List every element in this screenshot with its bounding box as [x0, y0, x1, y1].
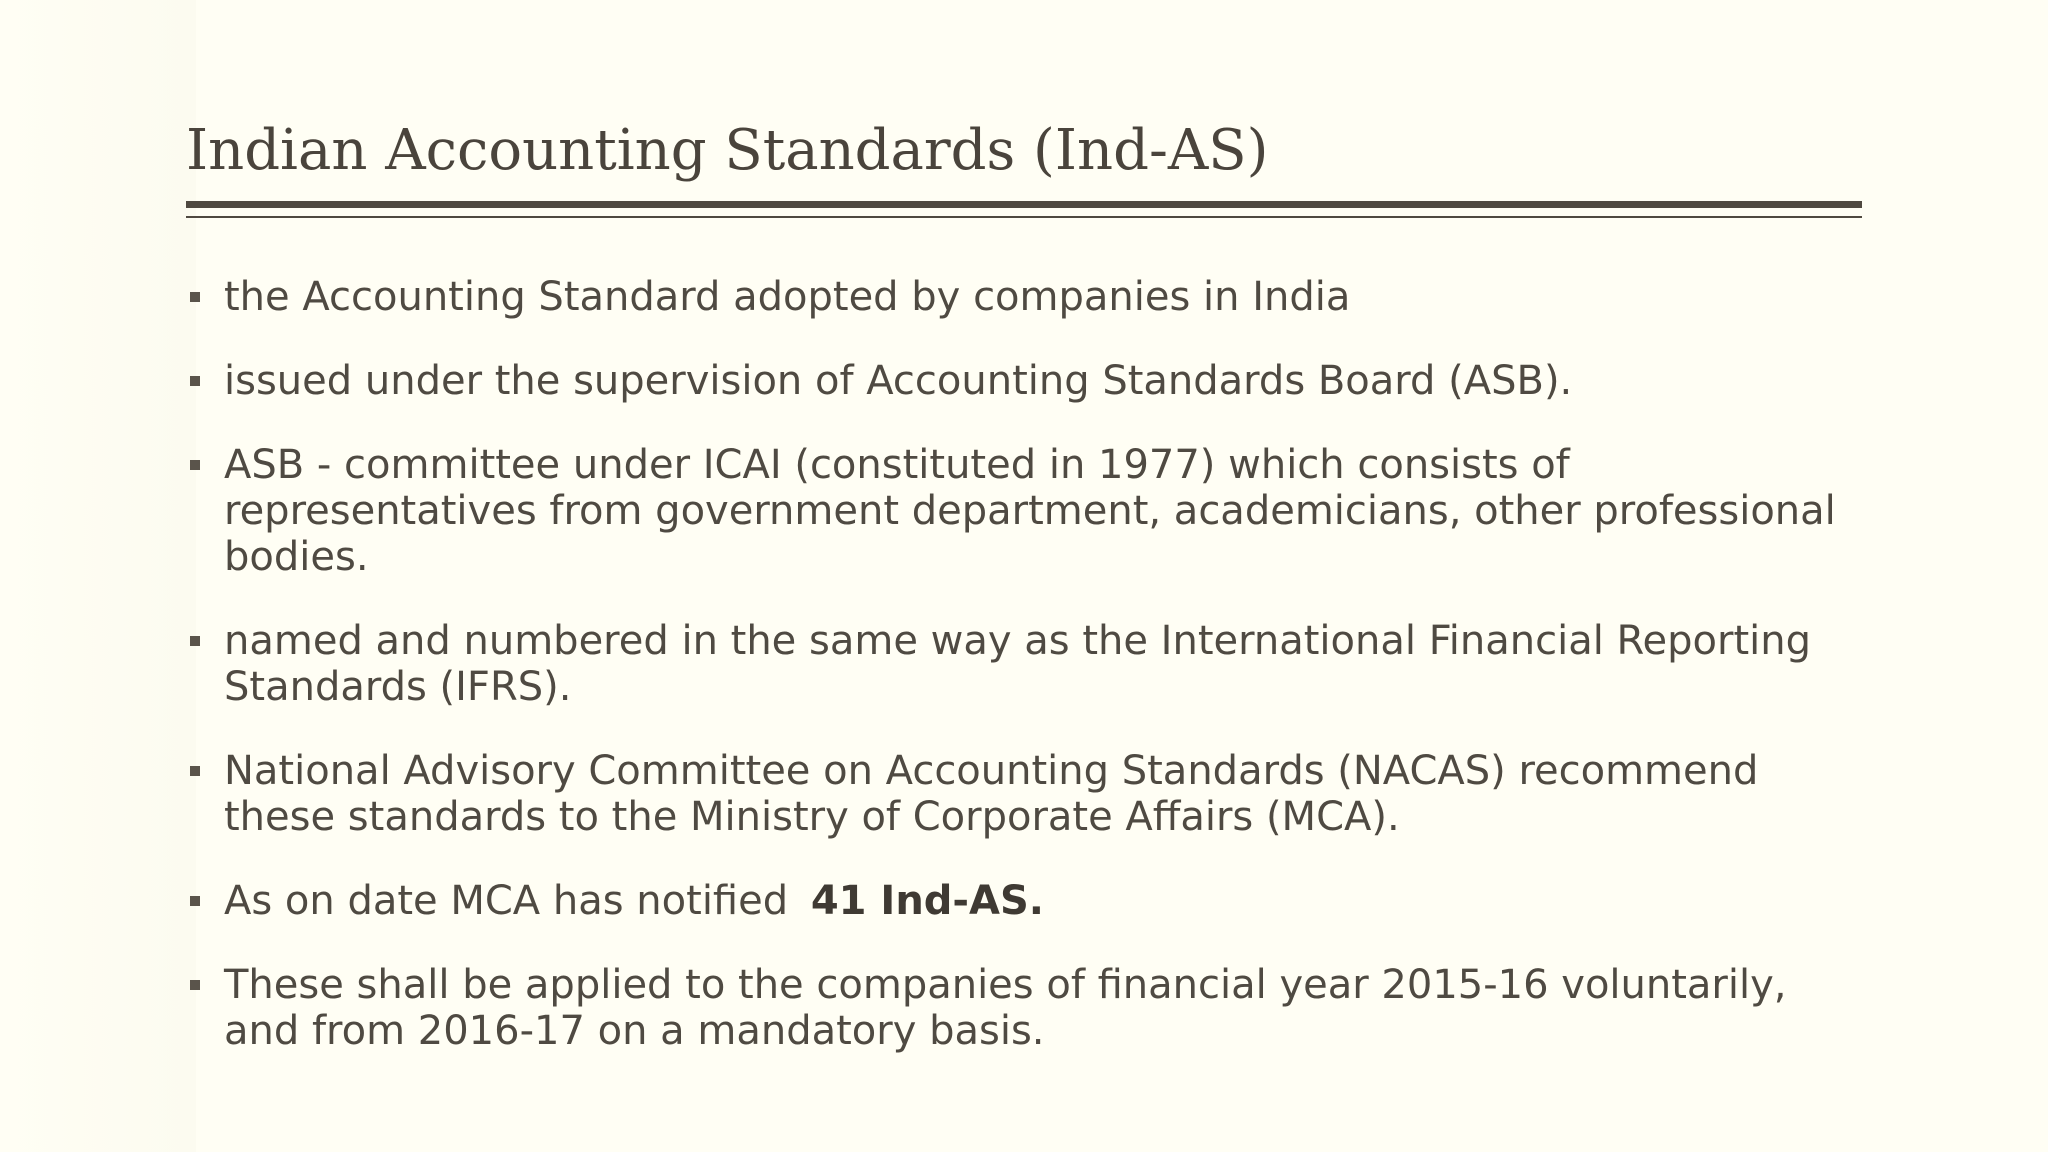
bullet-item	[186, 274, 1866, 320]
bullet-text: ASB - committee under ICAI (constituted in 1977) which consists of representatives from government department, academicians, other professional bodies.	[224, 442, 1836, 580]
bullet-item	[186, 878, 1866, 924]
bullet-text: As on date MCA has notified	[224, 878, 789, 924]
bullet-item	[186, 618, 1866, 710]
bullet-text: These shall be applied to the companies of financial year 2015-16 voluntarily, and from 2016-17 on a mandatory basis.	[224, 962, 1787, 1054]
square-bullet-icon	[190, 460, 200, 470]
bullet-text: issued under the supervision of Accounting Standards Board (ASB).	[224, 358, 1573, 404]
bullet-item	[186, 442, 1866, 580]
title-rule-thick	[186, 201, 1862, 208]
bullet-list	[186, 274, 1866, 1092]
square-bullet-icon	[190, 292, 200, 302]
bullet-text: National Advisory Committee on Accounting Standards (NACAS) recommend these standards to the Ministry of Corporate Affairs (MCA).	[224, 748, 1759, 840]
left-background-band	[0, 0, 196, 1152]
square-bullet-icon	[190, 896, 200, 906]
bullet-item	[186, 748, 1866, 840]
square-bullet-icon	[190, 980, 200, 990]
slide-title: Indian Accounting Standards (Ind-AS)	[186, 118, 1269, 183]
bullet-item	[186, 962, 1866, 1054]
bullet-item	[186, 358, 1866, 404]
bullet-emphasis: 41 Ind-AS.	[810, 878, 1044, 924]
square-bullet-icon	[190, 766, 200, 776]
bullet-text: the Accounting Standard adopted by companies in India	[224, 274, 1351, 320]
title-rule-thin	[186, 216, 1862, 218]
bullet-text: named and numbered in the same way as the International Financial Reporting Standards (IFRS).	[224, 618, 1812, 710]
square-bullet-icon	[190, 636, 200, 646]
square-bullet-icon	[190, 376, 200, 386]
